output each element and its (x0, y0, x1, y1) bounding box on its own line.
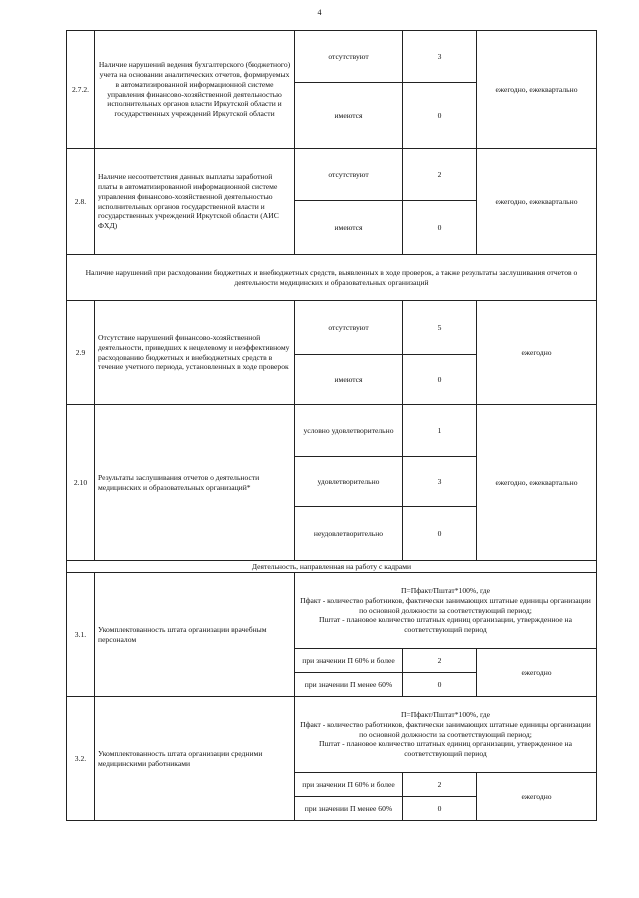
criterion-text: Укомплектованность штата организации врачебным персоналом (95, 573, 295, 697)
formula-definition: Пфакт - количество работников, фактически занимающих штатные единицы организации по основной должности за соответствующий период; (300, 595, 591, 615)
score-value: 2 (403, 649, 477, 673)
formula-definition: Пштат - плановое количество штатных единиц организации, утвержденное на соответствующий период (319, 615, 572, 635)
frequency-value: ежегодно (477, 773, 597, 821)
frequency-value: ежегодно, ежеквартально (477, 149, 597, 255)
score-value: 0 (403, 201, 477, 255)
page-number: 4 (317, 8, 322, 17)
criterion-text: Отсутствие нарушений финансово-хозяйственной деятельности, приведших к нецелевому и неэффективному расходованию бюджетных и внебюджетных средств в течение учетного периода, установленных в ходе проверок (95, 301, 295, 405)
row-number: 2.7.2. (67, 31, 95, 149)
formula-definition: Пштат - плановое количество штатных единиц организации, утвержденное на соответствующий период (319, 739, 572, 759)
row-number: 2.9 (67, 301, 95, 405)
score-value: 3 (403, 457, 477, 507)
section-heading-row (67, 561, 597, 573)
criterion-text: Наличие несоответствия данных выплаты заработной платы в автоматизированной информационной системе управления финансово-хозяйственной деятельностью исполнительных органов государственной власти и государственных учреждений Иркутской области (АИС ФХД) (95, 149, 295, 255)
option-value: имеются (295, 201, 403, 255)
option-value: при значении П менее 60% (295, 673, 403, 697)
criterion-text: Укомплектованность штата организации средними медицинскими работниками (95, 697, 295, 821)
score-value: 0 (403, 83, 477, 149)
table-row-2-9 (67, 301, 597, 355)
score-value: 3 (403, 31, 477, 83)
formula-text: П=Пфакт/Пштат*100%, где (400, 586, 491, 596)
score-value: 2 (403, 773, 477, 797)
option-value: условно удовлетворительно (295, 405, 403, 457)
frequency-value: ежегодно, ежеквартально (477, 31, 597, 149)
option-value: при значении П 60% и более (295, 773, 403, 797)
table-row-2-10 (67, 405, 597, 457)
frequency-value: ежегодно (477, 301, 597, 405)
row-number: 2.8. (67, 149, 95, 255)
criterion-text: Результаты заслушивания отчетов о деятельности медицинских и образовательных организаций* (95, 405, 295, 561)
formula-text: П=Пфакт/Пштат*100%, где (400, 710, 491, 720)
row-number: 3.2. (67, 697, 95, 821)
formula-cell (295, 573, 597, 649)
row-number: 2.10 (67, 405, 95, 561)
score-value: 5 (403, 301, 477, 355)
table-row-3-1 (67, 573, 597, 649)
option-value: имеются (295, 83, 403, 149)
frequency-value: ежегодно, ежеквартально (477, 405, 597, 561)
row-number: 3.1. (67, 573, 95, 697)
option-value: неудовлетворительно (295, 507, 403, 561)
score-value: 0 (403, 673, 477, 697)
option-value: отсутствуют (295, 301, 403, 355)
option-value: отсутствуют (295, 149, 403, 201)
table-row-3-2 (67, 697, 597, 773)
option-value: имеются (295, 355, 403, 405)
option-value: отсутствуют (295, 31, 403, 83)
section-heading-row (67, 255, 597, 301)
option-value: при значении П менее 60% (295, 797, 403, 821)
formula-definition: Пфакт - количество работников, фактически занимающих штатные единицы организации по основной должности за соответствующий период; (300, 719, 591, 739)
option-value: при значении П 60% и более (295, 649, 403, 673)
table-row-2-7-2 (67, 31, 597, 83)
table-row-2-8 (67, 149, 597, 201)
option-value: удовлетворительно (295, 457, 403, 507)
score-value: 2 (403, 149, 477, 201)
frequency-value: ежегодно (477, 649, 597, 697)
score-value: 0 (403, 507, 477, 561)
criteria-table (66, 30, 597, 821)
section-heading: Деятельность, направленная на работу с кадрами (67, 561, 597, 573)
criterion-text: Наличие нарушений ведения бухгалтерского (бюджетного) учета на основании аналитических отчетов, формируемых в автоматизированной информационной системе управления финансово-хозяйственной деятельностью исполнительных органов власти Иркутской области и государственных учреждений Иркутской области (95, 31, 295, 149)
score-value: 0 (403, 355, 477, 405)
formula-cell (295, 697, 597, 773)
score-value: 0 (403, 797, 477, 821)
score-value: 1 (403, 405, 477, 457)
section-heading: Наличие нарушений при расходовании бюджетных и внебюджетных средств, выявленных в ходе проверок, а также результаты заслушивания отчетов о деятельности медицинских и образовательных организаций (67, 255, 597, 301)
